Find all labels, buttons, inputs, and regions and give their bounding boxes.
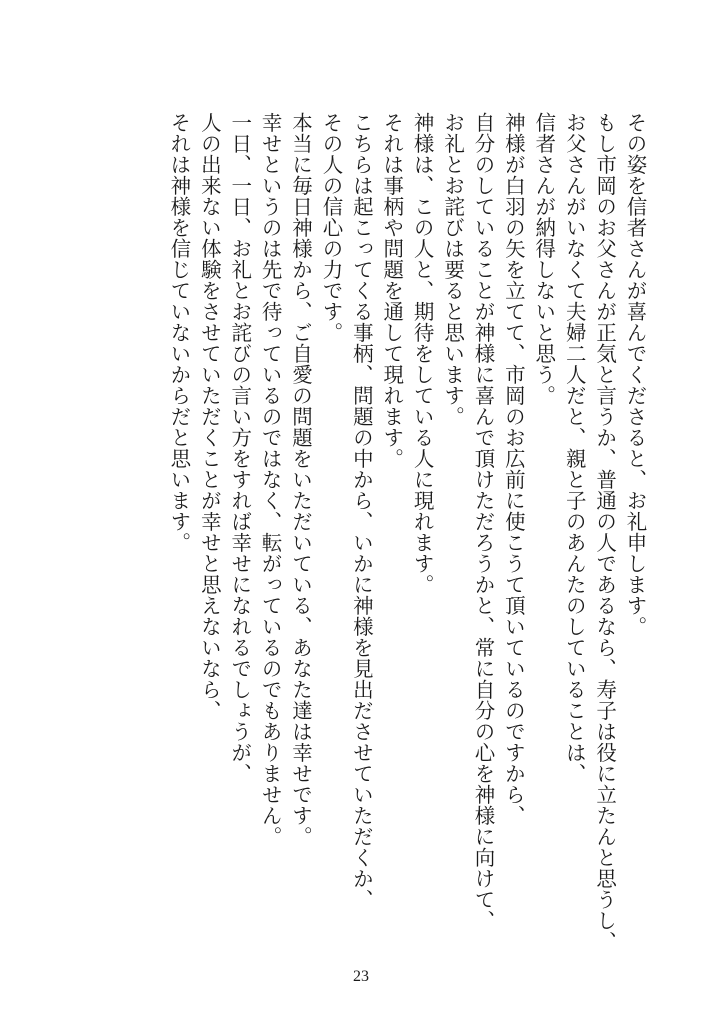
text-line-14: 一日、一日、お礼とお詫びの言い方をすれば幸せになれるでしょうが、 [227,112,252,784]
text-line-9: それは事柄や問題を通して現れます。 [379,112,404,469]
text-line-10: こちらは起こってくる事柄、問題の中から、いかに神様を見出ださせていただくか、 [349,112,374,910]
page-number: 23 [353,968,369,985]
text-line-2: もし市岡のお父さんが正気と言うか、普通の人であるなら、寿子は役に立たんと思うし、 [592,112,617,952]
text-line-11: その人の信心の力です。 [318,112,343,343]
text-line-1: その姿を信者さんが喜んでくださると、お礼申します。 [623,112,647,637]
text-line-16: それは神様を信じていないからだと思います。 [166,112,191,553]
text-line-3: お父さんがいなくて夫婦二人だと、親と子のあんたのしていることは、 [562,112,587,784]
text-line-8: 神様は、この人と、期待をしている人に現れます。 [410,112,435,595]
text-line-5: 神様が白羽の矢を立てて、市岡のお広前に使こうて頂いているのですから、 [501,112,526,826]
text-line-4: 信者さんが納得しないと思う。 [531,112,556,406]
text-line-15: 人の出来ない体験をさせていただくことが幸せと思えないなら、 [197,112,222,721]
text-line-13: 幸せというのは先で待っているのではなく、転がっているのでもありません。 [258,112,283,847]
text-line-7: お礼とお詫びは要ると思います。 [440,112,465,427]
text-line-6: 自分のしていることが神様に喜んで頂けただろうかと、常に自分の心を神様に向けて、 [470,112,495,931]
vertical-text-body [80,112,650,962]
text-line-12: 本当に毎日神様から、ご自愛の問題をいただいている、あなた達は幸せです。 [288,112,313,847]
